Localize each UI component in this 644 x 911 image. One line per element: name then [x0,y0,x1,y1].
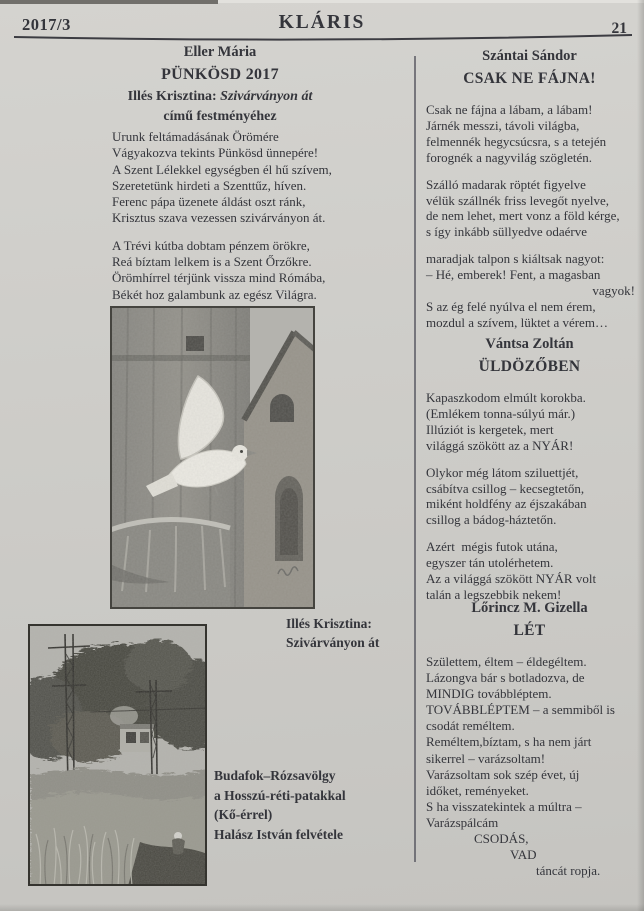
poem-csak-ne-fajna [424,46,635,331]
poem-line: S az ég felé nyúlva el nem érem, [426,298,596,314]
poem-line: időket, reményeket. [426,782,529,798]
poem-line: Szálló madarak röptét figyelve [426,176,586,192]
caption-line: a Hosszú-réti-patakkal [214,787,346,803]
poem-line: Varázspálcám [426,814,499,830]
poem-line: CSODÁS, [474,831,529,847]
poem-line: (Emlékem tonna-súlyú már.) [426,405,576,421]
stanza [112,238,404,303]
poem-line: Az a világgá szökött NYÁR volt [426,571,597,587]
poem-line: Illúziót is kergetek, mert [426,421,554,437]
scan-edge-bottom [0,904,644,911]
stanza [426,102,635,166]
poem-dedication-line2: című festményéhez [163,109,277,124]
stanza [426,390,635,454]
poem-line: talán a legszebbik nekem! [426,586,562,602]
dedication-artwork-title: Szivárványon át [220,89,313,104]
scan-edge-top-light [218,0,644,3]
stanza [426,654,635,879]
poem-line: Lázongva bár s botladozva, de [426,670,585,686]
poem-title: ÜLDÖZŐBEN [478,358,581,375]
dedication-artist: Illés Krisztina: [127,89,221,104]
poem-line: vagyok! [592,283,635,299]
poem-line: csillog a bádog-háztetőn. [426,512,557,528]
poem-line: MINDIG továbbléptem. [426,686,552,702]
poem-line: S ha visszatekintek a múltra – [426,798,582,814]
poem-line: Vágyakozva tekints Pünkösd ünnepére! [112,145,319,161]
poem-line: forognék a nagyvilág szögletén. [426,149,593,165]
poem-line: Krisztus szava vezessen szivárványon át. [112,210,326,226]
painting-image [110,306,315,609]
poem-line: Szeretetünk hirdeti a Szenttűz, híven. [112,177,307,193]
poem-body [424,654,635,879]
issue-label: 2017/3 [22,15,71,34]
poem-line: Kapaszkodom elmúlt korokba. [426,390,586,405]
scan-edge-right [637,0,644,911]
stanza [426,177,635,241]
scan-edge-top [0,0,218,4]
poem-line: táncát ropja. [536,863,601,879]
poem-line: Azért mégis futok utána, [426,539,558,555]
poem-line: világgá szökött az a NYÁR! [426,437,574,453]
caption-line: Szivárványon át [286,635,380,650]
poem-author: Szántai Sándor [482,48,577,64]
poem-punkosd-body [112,129,404,303]
poem-title: PÜNKÖSD 2017 [161,66,279,83]
poem-line: maradjak talpon s kiáltsak nagyot: [426,251,605,267]
poem-line: Ferenc pápa üzenete áldást oszt ránk, [112,194,306,210]
poem-body [424,390,635,603]
painting-caption [286,614,411,652]
caption-line: (Kő-érrel) [214,807,273,822]
poem-let [424,598,635,879]
poem-dedication-line1 [40,88,400,106]
poem-line: TOVÁBBLÉPTEM – a semmiből is [426,702,615,718]
poem-uldozoben [424,334,635,603]
poem-line: Olykor még látom sziluettjét, [426,464,579,480]
photo-image [28,624,207,886]
poem-line: csodát reméltem. [426,718,515,734]
poem-line: Örömhírrel térjünk vissza mind Rómába, [112,270,326,286]
poem-title: CSAK NE FÁJNA! [463,70,596,87]
poem-line: felmennék hegycsúcsra, s a tetején [426,133,607,149]
poem-author: Lőrincz M. Gizella [471,600,588,616]
poem-line: Urunk feltámadásának Örömére [112,129,279,144]
poem-line: A Trévi kútba dobtam pénzem örökre, [112,237,310,253]
stanza [426,465,635,529]
caption-line: Illés Krisztina: [286,616,372,631]
column-divider [414,56,416,862]
poem-line: Reméltem,bíztam, s ha nem járt [426,734,592,750]
poem-author: Eller Mária [183,44,257,60]
photo-caption [214,766,410,844]
poem-line: – Hé, emberek! Fent, a magasban [426,267,601,283]
caption-line: Halász István felvétele [214,826,343,842]
stanza [426,539,635,603]
poem-author: Vántsa Zoltán [485,336,574,352]
poem-line: vélük szállnék friss levegőt nyelve, [426,192,610,208]
poem-title: LÉT [513,622,546,639]
poem-line: A Szent Lélekkel egységben él hű szívem, [112,161,332,177]
poem-line: egyszer tán utolérhetem. [426,555,554,571]
poem-line: Varázsoltam sok szép évet, új [426,766,580,782]
poem-line: sikerrel – varázsoltam! [426,750,546,766]
poem-line: csábítva csillog – kecsegtetőn, [426,480,585,496]
poem-line: miként holdfény az éjszakában [426,496,587,512]
poem-line: mozdul a szívem, lüktet a vérem… [426,314,608,330]
poem-line: Születtem, éltem – éldegéltem. [426,654,587,669]
caption-line: Budafok–Rózsavölgy [214,768,336,783]
poem-punkosd-header [40,42,400,126]
poem-line: Járnék messzi, távoli világba, [426,117,580,133]
page-number: 21 [611,20,627,37]
poem-line: VAD [510,847,537,863]
poem-line: Csak ne fájna a lábam, a lábam! [426,102,593,117]
magazine-title: KLÁRIS [278,12,366,33]
poem-line: Reá bíztam lelkem is a Szent Őrzőkre. [112,254,312,270]
poem-line: s így inkább süllyedve odaérve [426,224,588,240]
stanza [112,129,404,227]
poem-line: Békét hoz galambunk az egész Világra. [112,286,317,302]
poem-line: de nem lehet, mert vonz a föld kérge, [426,208,620,224]
stanza [426,251,635,331]
poem-body [424,102,635,331]
